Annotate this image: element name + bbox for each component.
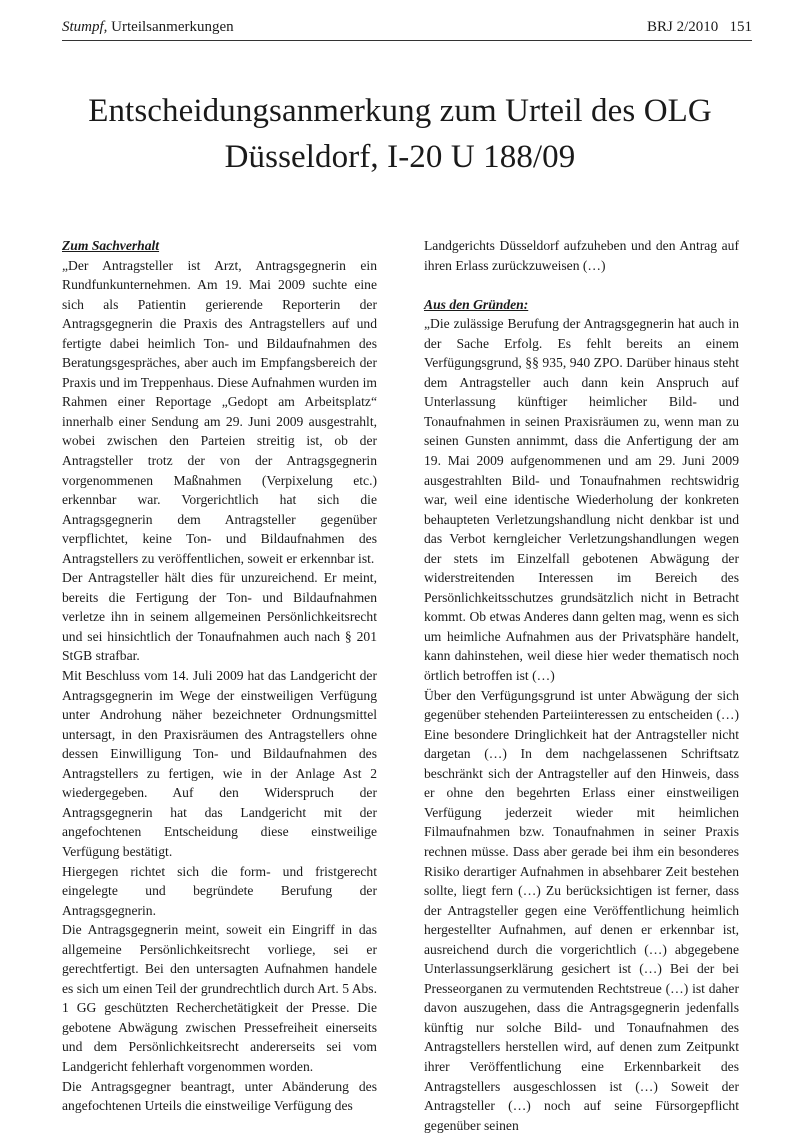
header-author-section	[62, 16, 234, 38]
section-heading-gruende: Aus den Gründen:	[424, 296, 529, 312]
header-author: Stumpf,	[62, 19, 108, 35]
paragraph: Die Antragsgegner beantragt, unter Abänderung des angefochtenen Urteils die einstweilige Verfügung des	[62, 1078, 377, 1114]
paragraph: Hiergegen richtet sich die form- und fristgerecht eingelegte und begründete Berufung der Antragsgegnerin.	[62, 863, 377, 918]
header-page-number: 151	[729, 19, 752, 35]
paragraph: Über den Verfügungsgrund ist unter Abwägung der sich gegenüber stehenden Parteiinteressen zu entscheiden (…) Eine besondere Dringlichkeit hat der Antragsteller nicht dargetan (…) In dem nachgelassenen Schriftsatz beschränkt sich der Antragsteller auf den Hinweis, dass er ohne den begehrten Erlass einer einstweiligen Verfügung jederzeit wieder mit heimlichen Filmaufnahmen bzw. Tonaufnahmen in seiner Praxis rechnen müsse. Dass aber gerade bei ihm ein besonderes Risiko derartiger Aufnahmen in absehbarer Zeit bestehen sollte, liegt fern (…) Zu berücksichtigen ist ferner, dass der Antragsteller gegen eine Veröffentlichung heimlich hergestellter Aufnahmen, auf denen er erkennbar ist, ausreichend durch die vorgerichtlich (…) abgegebene Unterlassungserklärung gesichert ist (…) Bei der bei Presseorganen zu vermutenden Rechtstreue (…) ist daher davon auszugehen, dass die Antragsgegnerin jedenfalls künftig nur solche Bild- und Tonaufnahmen des Antragstellers herstellen wird, auf denen zum Zeitpunkt ihrer Veröffentlichung eine Erkennbarkeit des Antragstellers ausgeschlossen ist (…) Soweit der Antragsteller (…) noch auf seine Fürsorgepflicht gegenüber seinen	[424, 687, 739, 1133]
paragraph: „Die zulässige Berufung der Antragsgegnerin hat auch in der Sache Erfolg. Es fehlt bereits an einem Verfügungsgrund, §§ 935, 940 ZPO. Darüber hinaus steht dem Antragsteller auch dann kein Anspruch auf Unterlassung künftiger heimlicher Bild- und Tonaufnahmen in seinen Praxisräumen zu, wenn man zu seinen Gunsten annimmt, dass die Anfertigung der am 19. Mai 2009 aufgenommenen und am 29. Juni 2009 ausgestrahlten Bild- und Tonaufnahmen rechtswidrig war, weil eine identische Wiederholung der konkreten behaupteten Verletzungshandlung nicht denkbar ist und das Verbot kerngleicher Verletzungshandlungen wegen der stets im Einzelfall gebotenen Abwägung der widerstreitenden Interessen im Bereich des Persönlichkeitsschutzes grundsätzlich nicht in Betracht kommt. Ob etwas Anderes dann gelten mag, wenn es sich um heimliche Aufnahmen aus der Privatsphäre handelt, kann dahinstehen, weil diese hier weder thematisch noch örtlich betroffen ist (…)	[424, 316, 739, 684]
header-section: Urteilsanmerkungen	[111, 19, 234, 35]
article-title-line-2: Düsseldorf, I-20 U 188/09	[224, 139, 576, 175]
paragraph-continued: Landgerichts Düsseldorf aufzuheben und den Antrag auf ihren Erlass zurückzuweisen (…)	[424, 238, 739, 273]
left-column	[62, 236, 377, 1116]
article-title	[40, 88, 760, 180]
paragraph-gap	[424, 275, 739, 295]
section-heading-sachverhalt: Zum Sachverhalt	[62, 238, 160, 253]
article-title-line-1: Entscheidungsanmerkung zum Urteil des OLG	[88, 93, 712, 129]
header-rule	[62, 40, 752, 41]
right-column	[424, 236, 739, 1135]
running-header	[62, 16, 752, 38]
paragraph: Der Antragsteller hält dies für unzureichend. Er meint, bereits die Fertigung der Ton- und Bildaufnahmen verletze ihn in seinem allgemeinen Persönlichkeitsrecht und sei hinsichtlich der Tonaufnahmen auch nach § 201 StGB strafbar.	[62, 570, 377, 664]
paragraph: „Der Antragsteller ist Arzt, Antragsgegnerin ein Rundfunkunternehmen. Am 19. Mai 2009 suchte eine sich als Patientin gerierende Reporterin der Antragsgegnerin die Praxis des Antragstellers auf und fertigte dabei heimlich Ton- und Bildaufnahmen des Beratungsgespräches, aber auch im Empfangsbereich der Praxis und im Treppenhaus. Diese Aufnahmen wurden im Rahmen einer Reportage „Gedopt am Arbeitsplatz“ innerhalb einer Sendung am 29. Juni 2009 ausgestrahlt, wobei zwischen den Parteien streitig ist, ob der Antragsteller trotz der von der Antragsgegnerin vorgenommenen Maßnahmen (Verpixelung etc.) erkennbar war. Vorgerichtlich hat sich die Antragsgegnerin dem Antragsteller gegenüber verpflichtet, keine Ton- und Bildaufnahmen des Antragstellers zu veröffentlichen, soweit er erkennbar ist.	[62, 257, 377, 566]
header-journal: BRJ 2/2010	[646, 19, 719, 35]
header-journal-page	[647, 16, 752, 38]
paragraph: Die Antragsgegnerin meint, soweit ein Eingriff in das allgemeine Persönlichkeitsrecht vorliege, sei er gerechtfertigt. Bei den untersagten Aufnahmen handele es sich um einen Teil der grundrechtlich durch Art. 5 Abs. 1 GG geschützten Recherchetätigkeit der Presse. Die gebotene Abwägung zwischen Pressefreiheit einerseits und dem Persönlichkeitsrecht andererseits sei vom Landgericht fehlerhaft vorgenommen worden.	[62, 922, 377, 1074]
paragraph: Mit Beschluss vom 14. Juli 2009 hat das Landgericht der Antragsgegnerin im Wege der einstweiligen Verfügung unter Androhung näher bezeichneter Ordnungsmittel untersagt, in den Praxisräumen des Antragstellers ohne dessen Einwilligung Ton- und Bildaufnahmen des Antragstellers zu fertigen, wie in der Anlage Ast 2 wiedergegeben. Auf den Widerspruch der Antragsgegnerin hat das Landgericht mit der angefochtenen Entscheidung diese einstweilige Verfügung bestätigt.	[62, 668, 377, 859]
